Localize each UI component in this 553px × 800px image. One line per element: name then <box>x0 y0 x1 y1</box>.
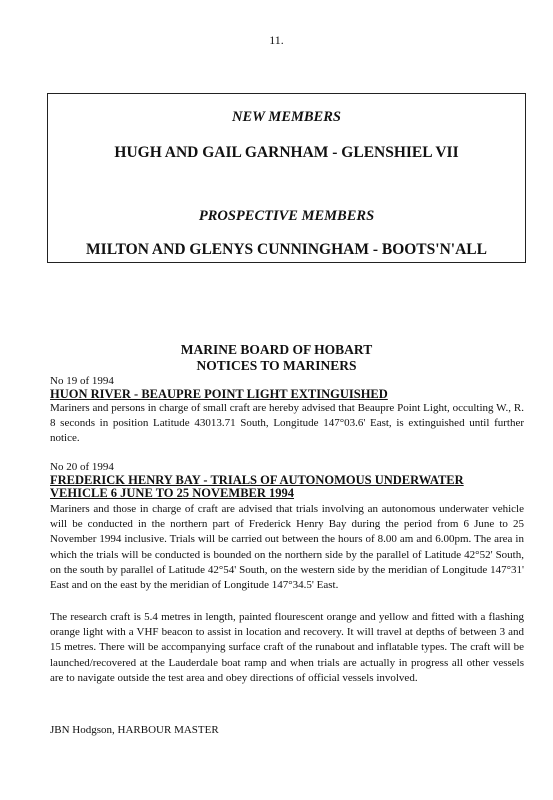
notice-paragraph: Mariners and those in charge of craft are advised that trials involving an autonomous underwater vehicle will be conducted in the northern part of Frederick Henry Bay during the period from 6 June to 25 November 1994 inclusive. Trials will be carried out between the hours of 8.00 am and 6.00pm. The area in which the trials will be conducted is bounded on the northern side by the parallel of Latitude 42°52' South, on the south by parallel of Latitude 42°54' South, on the western side by the meridian of Longitude 147°31' East and on the east by the meridian of Longitude 147°34.5' East. <box>50 503 524 592</box>
members-box <box>47 93 526 263</box>
notice-heading: FREDERICK HENRY BAY - TRIALS OF AUTONOMOUS UNDERWATER VEHICLE 6 JUNE TO 25 NOVEMBER 1994 <box>50 473 464 500</box>
notice-heading: HUON RIVER - BEAUPRE POINT LIGHT EXTINGUISHED <box>50 387 388 401</box>
new-members-title: NEW MEMBERS <box>232 109 341 125</box>
prospective-members-names: MILTON AND GLENYS CUNNINGHAM - BOOTS'N'ALL <box>86 241 487 258</box>
notice-paragraph: The research craft is 5.4 metres in length, painted flourescent orange and yellow and fitted with a flashing orange light with a VHF beacon to assist in location and recovery. It will travel at depths of between 3 and 15 metres. There will be accompanying surface craft of the runabout and inflatable types. The craft will be launched/recovered at the Lauderdale boat ramp and when trials are actually in progress all other vessels are to navigate outside the test area and obey directions of official vessels involved. <box>50 611 524 684</box>
notice-number: No 19 of 1994 <box>50 375 114 387</box>
signature: JBN Hodgson, HARBOUR MASTER <box>50 724 219 736</box>
new-members-names: HUGH AND GAIL GARNHAM - GLENSHIEL VII <box>114 144 459 161</box>
notice-paragraph: Mariners and persons in charge of small craft are hereby advised that Beaupre Point Light, occulting W., R. 8 seconds in position Latitude 43013.71 South, Longitude 147°03.6' East, is extinguished until further notice. <box>50 402 524 445</box>
page-number: 11. <box>269 33 284 47</box>
prospective-members-title: PROSPECTIVE MEMBERS <box>198 208 375 224</box>
board-subtitle: NOTICES TO MARINERS <box>196 358 357 373</box>
notice-number: No 20 of 1994 <box>50 461 114 473</box>
board-title: MARINE BOARD OF HOBART <box>180 342 373 357</box>
